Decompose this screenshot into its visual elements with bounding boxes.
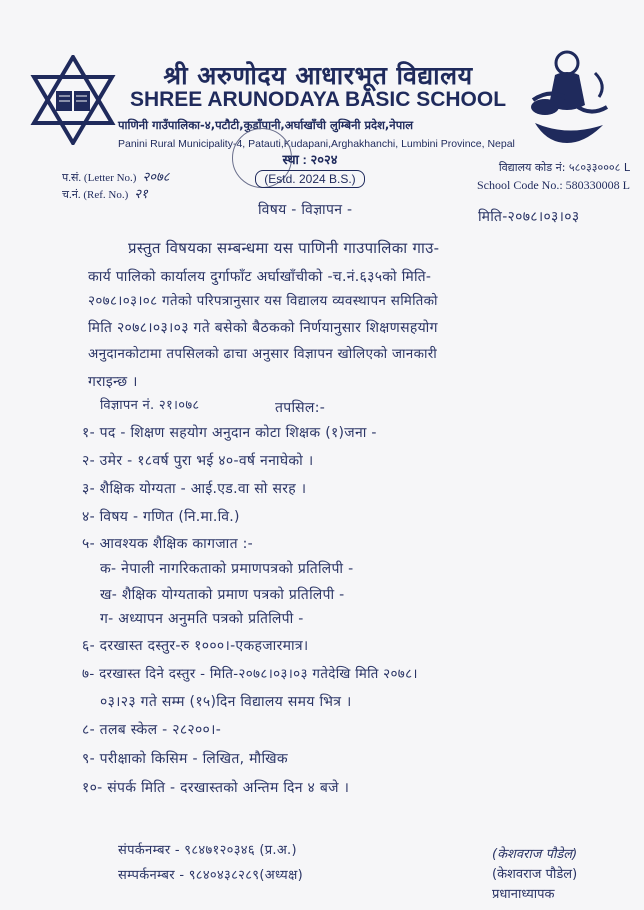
contact-line: संपर्कनम्बर - ९८४७१२०३४६ (प्र.अ.) <box>118 843 297 858</box>
list-item: ९- परीक्षाको किसिम - लिखित, मौखिक <box>82 751 288 767</box>
para-line: प्रस्तुत विषयका सम्बन्धमा यस पाणिनी गाउपालिका गाउ- <box>128 239 440 257</box>
subject-line: विषय - विज्ञापन - <box>258 202 353 218</box>
tapsil-heading: तपसिल:- <box>275 400 326 416</box>
signature-name: (केशवराज पौडेल) <box>492 867 578 882</box>
school-code-block <box>430 160 630 196</box>
signature-title: प्रधानाध्यापक <box>492 887 555 902</box>
list-item: ख- शैक्षिक योग्यताको प्रमाण पत्रको प्रतिलिपी - <box>100 587 345 603</box>
ad-number: विज्ञापन नं. २१।०७८ <box>100 398 200 413</box>
letter-no-label: प.सं. (Letter No.) <box>62 172 137 184</box>
para-line: मिति २०७८।०३।०३ गते बसेको बैठकको निर्णयानुसार शिक्षणसहयोग <box>88 320 438 336</box>
address-nepali: पाणिनी गाउँपालिका-४,पटौटी,कुडाँपानी,अर्घाखाँची लुम्बिनी प्रदेश,नेपाल <box>118 118 413 132</box>
signature-scribble: (केशवराज पौडेल) <box>492 847 578 862</box>
list-item: ८- तलब स्केल - २८२००।- <box>82 722 222 738</box>
established-block <box>255 150 365 188</box>
date-line: मिति-२०७८।०३।०३ <box>478 209 580 225</box>
list-item: ४- विषय - गणित (नि.मा.वि.) <box>82 509 240 525</box>
ref-no-value: २१ <box>134 187 148 202</box>
list-item: ३- शैक्षिक योग्यता - आई.एड.वा सो सरह । <box>82 481 307 497</box>
established-nepali: स्था : २०२४ <box>282 152 338 167</box>
para-line: कार्य पालिको कार्यालय दुर्गाफाँट अर्घाखाँचीको -च.नं.६३५को मिति- <box>88 269 432 285</box>
letter-no-value: २०७८ <box>142 170 170 185</box>
contact-line: सम्पर्कनम्बर - ९८४०४३८२८९(अध्यक्ष) <box>118 868 303 883</box>
list-item: ७- दरखास्त दिने दस्तुर - मिति-२०७८।०३।०३ गतेदेखि मिति २०७८। <box>82 666 418 682</box>
school-name-english: SHREE ARUNODAYA BASIC SCHOOL <box>129 88 507 111</box>
saraswati-goddess-icon <box>515 45 620 150</box>
school-code-english: School Code No.: 580330008 L <box>477 178 630 192</box>
para-line: २०७८।०३।०८ गतेको परिपत्रानुसार यस विद्यालय व्यवस्थापन समितिको <box>88 293 438 309</box>
list-item: ६- दरखास्त दस्तुर-रु १०००।-एकहजारमात्र। <box>82 638 309 654</box>
school-code-nepali: विद्यालय कोड नं: ५८०३३०००८ L <box>498 161 630 174</box>
established-english: (Estd. 2024 B.S.) <box>255 170 365 188</box>
list-item: ०३।२३ गते सम्म (१५)दिन विद्यालय समय भित्र । <box>100 694 352 710</box>
list-item: क- नेपाली नागरिकताको प्रमाणपत्रको प्रतिलिपी - <box>100 561 354 577</box>
list-item: ग- अध्यापन अनुमति पत्रको प्रतिलिपी - <box>100 611 304 627</box>
list-item: ५- आवश्यक शैक्षिक कागजात :- <box>82 536 254 552</box>
address-english: Panini Rural Municipality-4, Patauti,Kudapani,Arghakhanchi, Lumbini Province, Nepal <box>118 138 515 150</box>
para-line: गराइन्छ । <box>88 374 138 390</box>
list-item: २- उमेर - १८वर्ष पुरा भई ४०-वर्ष ननाघेको । <box>82 453 314 469</box>
signature-block <box>492 844 642 904</box>
school-logo-star-book-icon <box>28 55 118 145</box>
letter-ref-block <box>62 167 170 201</box>
school-name-nepali: श्री अरुणोदय आधारभूत विद्यालय <box>163 61 473 90</box>
para-line: अनुदानकोटामा तपसिलको ढाचा अनुसार विज्ञापन खोलिएको जानकारी <box>88 346 438 362</box>
ref-no-label: च.नं. (Ref. No.) <box>62 189 129 201</box>
list-item: १- पद - शिक्षण सहयोग अनुदान कोटा शिक्षक (१)जना - <box>82 425 377 441</box>
list-item: १०- संपर्क मिति - दरखास्तको अन्तिम दिन ४ बजे । <box>82 780 350 796</box>
